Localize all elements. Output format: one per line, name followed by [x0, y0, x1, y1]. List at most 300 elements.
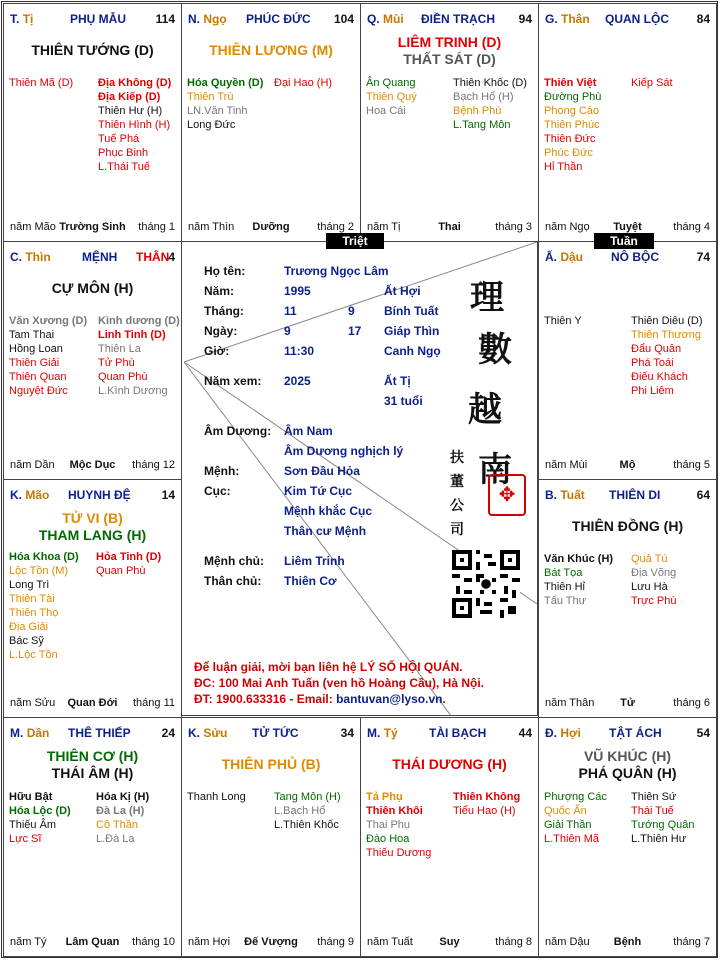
minor-star: Thiên Y	[544, 315, 582, 327]
minor-star: Thiên La	[98, 343, 141, 355]
contact-line-3	[194, 692, 446, 706]
contact-line-1: Để luận giải, mời bạn liên hệ LÝ SỐ HỘI QUÁN.	[194, 660, 463, 674]
logo-calligraphy-ly: 理	[470, 278, 504, 318]
palace-header	[545, 488, 710, 504]
value-am-duong: Âm Nam	[284, 424, 333, 438]
label-than-chu: Thân chủ:	[204, 574, 262, 588]
minor-star: Tả Phụ	[366, 791, 403, 803]
palace-number: 14	[161, 488, 175, 502]
minor-star: Linh Tinh (D)	[98, 329, 166, 341]
minor-star: Hóa Kị (H)	[96, 791, 150, 803]
palace-branch: Tị	[22, 12, 34, 26]
palace-number: 24	[161, 726, 175, 740]
star-column-right	[96, 550, 161, 578]
palace-number: 44	[518, 726, 532, 740]
minor-star: Thiên Quan	[9, 371, 67, 383]
major-star: THIÊN TƯỚNG (D)	[31, 42, 154, 58]
star-column-right	[453, 790, 520, 818]
palace-name: TỬ TỨC	[252, 726, 299, 740]
value-nam-can-chi: Ất Hợi	[384, 284, 421, 298]
palace-footer	[545, 697, 710, 711]
palace-position	[367, 726, 398, 740]
palace-stem: M.	[367, 726, 381, 740]
minor-star: L.Kình Dương	[98, 385, 168, 397]
palace-branch: Sửu	[203, 726, 228, 740]
minor-star: Quốc Ấn	[544, 805, 587, 817]
minor-star: Thiên Khôi	[366, 805, 423, 817]
minor-star: L.Lộc Tồn	[9, 649, 58, 661]
minor-star: Thiên Hỉ	[544, 581, 585, 593]
star-column-right	[98, 76, 171, 174]
palace-month: tháng 6	[673, 697, 710, 709]
palace-number: 114	[155, 12, 175, 26]
star-column-left	[544, 552, 613, 608]
palace-stem: T.	[10, 12, 20, 26]
palace-month: tháng 2	[317, 221, 354, 233]
major-star: LIÊM TRINH (D)	[397, 34, 502, 50]
star-column-left	[9, 550, 79, 662]
logo-calligraphy-nam: 南	[478, 450, 512, 490]
major-star: THIÊN ĐỒNG (H)	[571, 518, 684, 534]
label-menh-chu: Mệnh chủ:	[204, 554, 264, 568]
palace-mui-dien-trach[interactable]	[360, 3, 539, 242]
palace-month: tháng 8	[495, 936, 532, 948]
minor-star: Thiên Trù	[187, 91, 234, 103]
minor-star: Lực Sĩ	[9, 833, 42, 845]
minor-star: LN.Văn Tinh	[187, 105, 248, 117]
palace-name: QUAN LỘC	[605, 12, 669, 26]
star-column-left	[544, 790, 607, 846]
palace-footer	[367, 221, 532, 235]
palace-stem: M.	[10, 726, 24, 740]
minor-star: Thiên Khốc (D)	[453, 77, 527, 89]
label-ho-ten: Họ tên:	[204, 264, 246, 278]
minor-star: L.Thiên Mã	[544, 833, 600, 845]
value-ngay-can-chi: Giáp Thìn	[384, 324, 440, 338]
star-column-left	[366, 76, 417, 118]
palace-footer	[10, 936, 175, 950]
value-ho-ten: Trương Ngọc Lâm	[284, 264, 389, 278]
minor-star: Thiên Phúc	[544, 119, 600, 131]
minor-star: Phi Liêm	[631, 385, 674, 397]
value-am-duong-2: Âm Dương nghịch lý	[284, 444, 404, 458]
palace-ngo-phuc-duc[interactable]	[181, 3, 361, 242]
palace-name: PHỤ MẪU	[70, 12, 126, 26]
palace-year: năm Dậu	[545, 936, 590, 948]
palace-month: tháng 3	[495, 221, 532, 233]
palace-footer	[10, 459, 175, 473]
major-star: THIÊN LƯƠNG (M)	[209, 42, 333, 58]
triet-badge: Triệt	[326, 233, 384, 249]
value-cuc-3: Thân cư Mệnh	[284, 524, 367, 538]
star-column-left	[9, 314, 87, 398]
palace-position	[545, 726, 581, 740]
minor-star: Tuế Phá	[98, 133, 140, 145]
qr-code-icon[interactable]	[452, 550, 520, 618]
palace-cycle-stage: Tuyệt	[613, 221, 642, 233]
star-column-right	[98, 314, 180, 398]
star-column-left	[366, 790, 431, 860]
minor-star: Phong Cáo	[544, 105, 600, 117]
major-star: TỬ VI (B)	[62, 510, 123, 526]
palace-header	[10, 250, 175, 266]
palace-year: năm Tuất	[367, 936, 413, 948]
palace-stem: Đ.	[545, 726, 557, 740]
palace-header	[367, 726, 532, 742]
palace-cycle-stage: Bệnh	[613, 936, 642, 948]
palace-branch: Ngọ	[203, 12, 227, 26]
palace-position	[545, 250, 583, 264]
minor-star: Tam Thai	[9, 329, 55, 341]
palace-branch: Thìn	[25, 250, 51, 264]
palace-than-quan-loc[interactable]	[538, 3, 717, 242]
palace-footer	[188, 936, 354, 950]
palace-month: tháng 12	[132, 459, 175, 471]
minor-star: Hóa Khoa (D)	[9, 551, 79, 563]
palace-header	[188, 726, 354, 742]
palace-ti-phu-mau[interactable]	[3, 3, 182, 242]
palace-stem: C.	[10, 250, 22, 264]
minor-star: Quả Tú	[631, 553, 668, 565]
label-ngay: Ngày:	[204, 324, 238, 338]
value-thang-can-chi: Bính Tuất	[384, 304, 439, 318]
palace-month: tháng 10	[132, 936, 175, 948]
value-nam: 1995	[284, 284, 311, 298]
palace-number: 64	[696, 488, 710, 502]
minor-star: Thiên Việt	[544, 77, 597, 89]
major-star: PHÁ QUÂN (H)	[578, 765, 677, 781]
major-star: THIÊN CƠ (H)	[46, 748, 139, 764]
value-nam-xem-can-chi: Ất Tị	[384, 374, 411, 388]
palace-branch: Dần	[26, 726, 50, 740]
minor-star: Tiểu Hao (H)	[453, 805, 516, 817]
palace-name: HUYNH ĐỆ	[68, 488, 131, 502]
star-column-right	[274, 76, 332, 90]
palace-header	[545, 12, 710, 28]
palace-branch: Hợi	[560, 726, 581, 740]
red-seal-stamp: ✥	[488, 474, 526, 516]
palace-branch: Dậu	[560, 250, 584, 264]
palace-stem: G.	[545, 12, 558, 26]
minor-star: Quan Phù	[98, 371, 148, 383]
value-menh-chu: Liêm Trinh	[284, 554, 345, 568]
palace-year: năm Thìn	[188, 221, 235, 233]
value-cuc-2: Mệnh khắc Cục	[284, 504, 373, 518]
minor-star: Thiên Quý	[366, 91, 417, 103]
palace-name: PHÚC ĐỨC	[246, 12, 311, 26]
minor-star: Hóa Quyền (D)	[187, 77, 264, 89]
value-nam-xem: 2025	[284, 374, 311, 388]
label-cuc: Cục:	[204, 484, 231, 498]
palace-position	[188, 12, 227, 26]
major-star: THÁI ÂM (H)	[51, 765, 134, 781]
minor-star: Thiên Hư (H)	[98, 105, 163, 117]
palace-position	[545, 488, 585, 502]
minor-star: Nguyệt Đức	[9, 385, 68, 397]
minor-star: Đà La (H)	[96, 805, 145, 817]
value-thang-duong: 9	[348, 304, 355, 318]
minor-star: L.Thái Tuế	[98, 161, 150, 173]
minor-star: Lộc Tồn (M)	[9, 565, 69, 577]
palace-name: ĐIỀN TRẠCH	[421, 12, 495, 26]
palace-month: tháng 9	[317, 936, 354, 948]
palace-number: 84	[696, 12, 710, 26]
minor-star: L.Tang Môn	[453, 119, 511, 131]
palace-mao-huynh-de[interactable]	[3, 479, 182, 718]
star-column-left	[544, 314, 582, 328]
minor-star: Thanh Long	[187, 791, 246, 803]
palace-cycle-stage: Mộ	[619, 459, 636, 471]
palace-position	[10, 488, 49, 502]
value-ngay-duong: 17	[348, 324, 362, 338]
minor-star: Địa Kiếp (D)	[98, 91, 161, 103]
value-gio-can-chi: Canh Ngọ	[384, 344, 441, 358]
star-column-right	[453, 76, 527, 132]
minor-star: Thiên Diêu (D)	[631, 315, 703, 327]
minor-star: Thiếu Dương	[366, 847, 432, 859]
palace-branch: Mão	[25, 488, 50, 502]
tuan-badge: Tuần	[594, 233, 654, 249]
minor-star: Hoa Cái	[366, 105, 406, 117]
minor-star: Đào Hoa	[366, 833, 410, 845]
minor-star: Long Trì	[9, 579, 50, 591]
palace-cycle-stage: Tử	[620, 697, 635, 709]
palace-position	[367, 12, 404, 26]
palace-year: năm Tý	[10, 936, 47, 948]
palace-month: tháng 5	[673, 459, 710, 471]
minor-star: L.Thiên Khốc	[274, 819, 339, 831]
palace-footer	[545, 459, 710, 473]
palace-cycle-stage: Quan Đới	[67, 697, 118, 709]
contact-line-2: ĐC: 100 Mai Anh Tuấn (ven hồ Hoàng Cầu), Hà Nội.	[194, 676, 485, 690]
value-gio: 11:30	[284, 344, 315, 358]
palace-thin-menh[interactable]	[3, 241, 182, 480]
palace-branch: Tý	[383, 726, 398, 740]
minor-star: Giải Thần	[544, 819, 592, 831]
minor-star: Trực Phù	[631, 595, 677, 607]
palace-name: NÔ BỘC	[611, 250, 659, 264]
minor-star: Thiên Giải	[9, 357, 60, 369]
palace-year: năm Ngọ	[545, 221, 590, 233]
palace-number: 74	[696, 250, 710, 264]
palace-header	[188, 12, 354, 28]
palace-name: TẬT ÁCH	[609, 726, 662, 740]
major-star: THAM LANG (H)	[38, 527, 147, 543]
palace-position	[545, 12, 590, 26]
minor-star: Quan Phù	[96, 565, 146, 577]
major-star: THIÊN PHỦ (B)	[221, 756, 321, 772]
label-am-duong: Âm Dương:	[204, 424, 272, 438]
minor-star: Phúc Đức	[544, 147, 593, 159]
palace-year: năm Dần	[10, 459, 55, 471]
palace-hoi-tat-ach[interactable]	[538, 717, 717, 957]
logo-calligraphy-so: 數	[478, 330, 512, 370]
palace-year: năm Thân	[545, 697, 595, 709]
minor-star: Bạch Hổ (H)	[453, 91, 514, 103]
value-ngay-am: 9	[284, 324, 291, 338]
palace-header	[10, 726, 175, 742]
palace-cycle-stage: Lâm Quan	[65, 936, 120, 948]
major-star: CỰ MÔN (H)	[51, 280, 134, 296]
palace-cycle-stage: Thai	[438, 221, 461, 233]
minor-star: Thiên Thương	[631, 329, 702, 341]
label-nam-xem: Năm xem:	[204, 374, 262, 388]
star-column-right	[274, 790, 341, 832]
minor-star: Địa Không (D)	[98, 77, 172, 89]
contact-email-link[interactable]: bantuvan@lyso.vn	[336, 692, 443, 706]
minor-star: Phá Toái	[631, 357, 674, 369]
palace-header	[545, 250, 710, 266]
label-menh: Mệnh:	[204, 464, 240, 478]
palace-month: tháng 11	[132, 697, 175, 709]
minor-star: L.Đà La	[96, 833, 135, 845]
palace-stem: B.	[545, 488, 557, 502]
palace-stem: Ấ.	[545, 250, 557, 264]
minor-star: Tướng Quân	[631, 819, 695, 831]
value-cuc: Kim Tứ Cục	[284, 484, 353, 498]
palace-cycle-stage: Mộc Dục	[69, 459, 116, 471]
star-column-right	[631, 790, 695, 846]
palace-year: năm Mùi	[545, 459, 588, 471]
minor-star: L.Thiên Hư	[631, 833, 687, 845]
minor-star: Ân Quang	[366, 77, 416, 89]
star-column-left	[9, 790, 71, 846]
palace-name: THIÊN DI	[609, 488, 661, 502]
star-column-left	[9, 76, 73, 90]
palace-month: tháng 1	[138, 221, 175, 233]
label-gio: Giờ:	[204, 344, 230, 358]
seal-text-1: 扶	[450, 450, 464, 466]
minor-star: Thái Tuế	[631, 805, 674, 817]
than-marker: THÂN	[136, 250, 170, 264]
palace-footer	[10, 697, 175, 711]
palace-branch: Thân	[561, 12, 590, 26]
palace-month: tháng 7	[673, 936, 710, 948]
palace-position	[10, 726, 49, 740]
palace-branch: Tuất	[560, 488, 585, 502]
minor-star: Cô Thần	[96, 819, 138, 831]
palace-cycle-stage: Trường Sinh	[59, 221, 126, 233]
palace-name: THÊ THIẾP	[68, 726, 131, 740]
star-column-left	[187, 790, 246, 804]
minor-star: Hữu Bật	[9, 791, 53, 803]
star-column-right	[96, 790, 149, 846]
palace-number: 34	[340, 726, 354, 740]
palace-stem: Q.	[367, 12, 380, 26]
star-column-right	[631, 76, 673, 90]
logo-calligraphy-viet: 越	[468, 390, 502, 430]
star-column-right	[631, 314, 703, 398]
minor-star: Địa Giải	[9, 621, 49, 633]
minor-star: Phượng Các	[544, 791, 607, 803]
palace-number: 4	[168, 250, 175, 264]
minor-star: Bệnh Phù	[453, 105, 502, 117]
minor-star: Địa Võng	[631, 567, 677, 579]
minor-star: L.Bạch Hổ	[274, 805, 326, 817]
palace-position	[10, 12, 33, 26]
value-thang-am: 11	[284, 304, 297, 318]
label-thang: Tháng:	[204, 304, 244, 318]
palace-position	[188, 726, 227, 740]
palace-year: năm Mão	[10, 221, 56, 233]
major-star: VŨ KHÚC (H)	[583, 748, 672, 764]
minor-star: Thiên Không	[453, 791, 521, 803]
minor-star: Long Đức	[187, 119, 236, 131]
palace-suu-tu-tuc[interactable]	[181, 717, 361, 957]
minor-star: Kình dương (D)	[98, 315, 180, 327]
seal-text-4: 司	[450, 522, 464, 538]
palace-dan-the-thiep[interactable]	[3, 717, 182, 957]
palace-stem: N.	[188, 12, 200, 26]
minor-star: Thiên Sứ	[631, 791, 677, 803]
minor-star: Tấu Thư	[544, 595, 587, 607]
minor-star: Thiên Tài	[9, 593, 55, 605]
minor-star: Thai Phụ	[366, 819, 411, 831]
minor-star: Lưu Hà	[631, 581, 668, 593]
minor-star: Tử Phù	[98, 357, 135, 369]
minor-star: Kiếp Sát	[631, 77, 673, 89]
palace-footer	[367, 936, 532, 950]
minor-star: Thiên Hình (H)	[98, 119, 171, 131]
seal-text-3: 公	[450, 498, 464, 514]
minor-star: Văn Khúc (H)	[544, 553, 614, 565]
palace-number: 94	[518, 12, 532, 26]
center-info-panel	[181, 241, 538, 716]
minor-star: Hỉ Thần	[544, 161, 583, 173]
minor-star: Thiên Mã (D)	[9, 77, 74, 89]
minor-star: Đẩu Quân	[631, 343, 682, 355]
minor-star: Điếu Khách	[631, 371, 688, 383]
palace-header	[10, 488, 175, 504]
palace-number: 54	[696, 726, 710, 740]
seal-text-2: 董	[450, 474, 464, 490]
contact-phone: ĐT: 1900.633316 - Email:	[194, 692, 337, 706]
star-column-right	[631, 552, 676, 608]
minor-star: Đường Phù	[544, 91, 602, 103]
minor-star: Tang Môn (H)	[274, 791, 341, 803]
major-star: THÁI DƯƠNG (H)	[392, 756, 507, 772]
palace-month: tháng 4	[673, 221, 710, 233]
label-nam: Năm:	[204, 284, 235, 298]
palace-footer	[545, 936, 710, 950]
palace-tuat-thien-di[interactable]	[538, 479, 717, 718]
minor-star: Hóa Lộc (D)	[9, 805, 71, 817]
palace-stem: K.	[188, 726, 200, 740]
palace-number: 104	[333, 12, 354, 26]
palace-cycle-stage: Suy	[439, 936, 460, 948]
minor-star: Thiên Thọ	[9, 607, 59, 619]
palace-footer	[10, 221, 175, 235]
star-column-left	[187, 76, 263, 132]
value-than-chu: Thiên Cơ	[284, 574, 337, 588]
palace-header	[367, 12, 532, 28]
palace-year: năm Hợi	[188, 936, 231, 948]
minor-star: Văn Xương (D)	[9, 315, 88, 327]
minor-star: Phục Binh	[98, 147, 149, 159]
minor-star: Đại Hao (H)	[274, 77, 333, 89]
palace-header	[545, 726, 710, 742]
minor-star: Bác Sỹ	[9, 635, 44, 647]
palace-stem: K.	[10, 488, 22, 502]
minor-star: Thiên Đức	[544, 133, 596, 145]
value-tuoi: 31 tuổi	[384, 394, 423, 408]
palace-position	[10, 250, 51, 264]
palace-ty-tai-bach[interactable]	[360, 717, 539, 957]
minor-star: Hồng Loan	[9, 343, 63, 355]
palace-dau-no-boc[interactable]	[538, 241, 717, 480]
minor-star: Bát Tọa	[544, 567, 583, 579]
contact-period: .	[442, 692, 446, 706]
